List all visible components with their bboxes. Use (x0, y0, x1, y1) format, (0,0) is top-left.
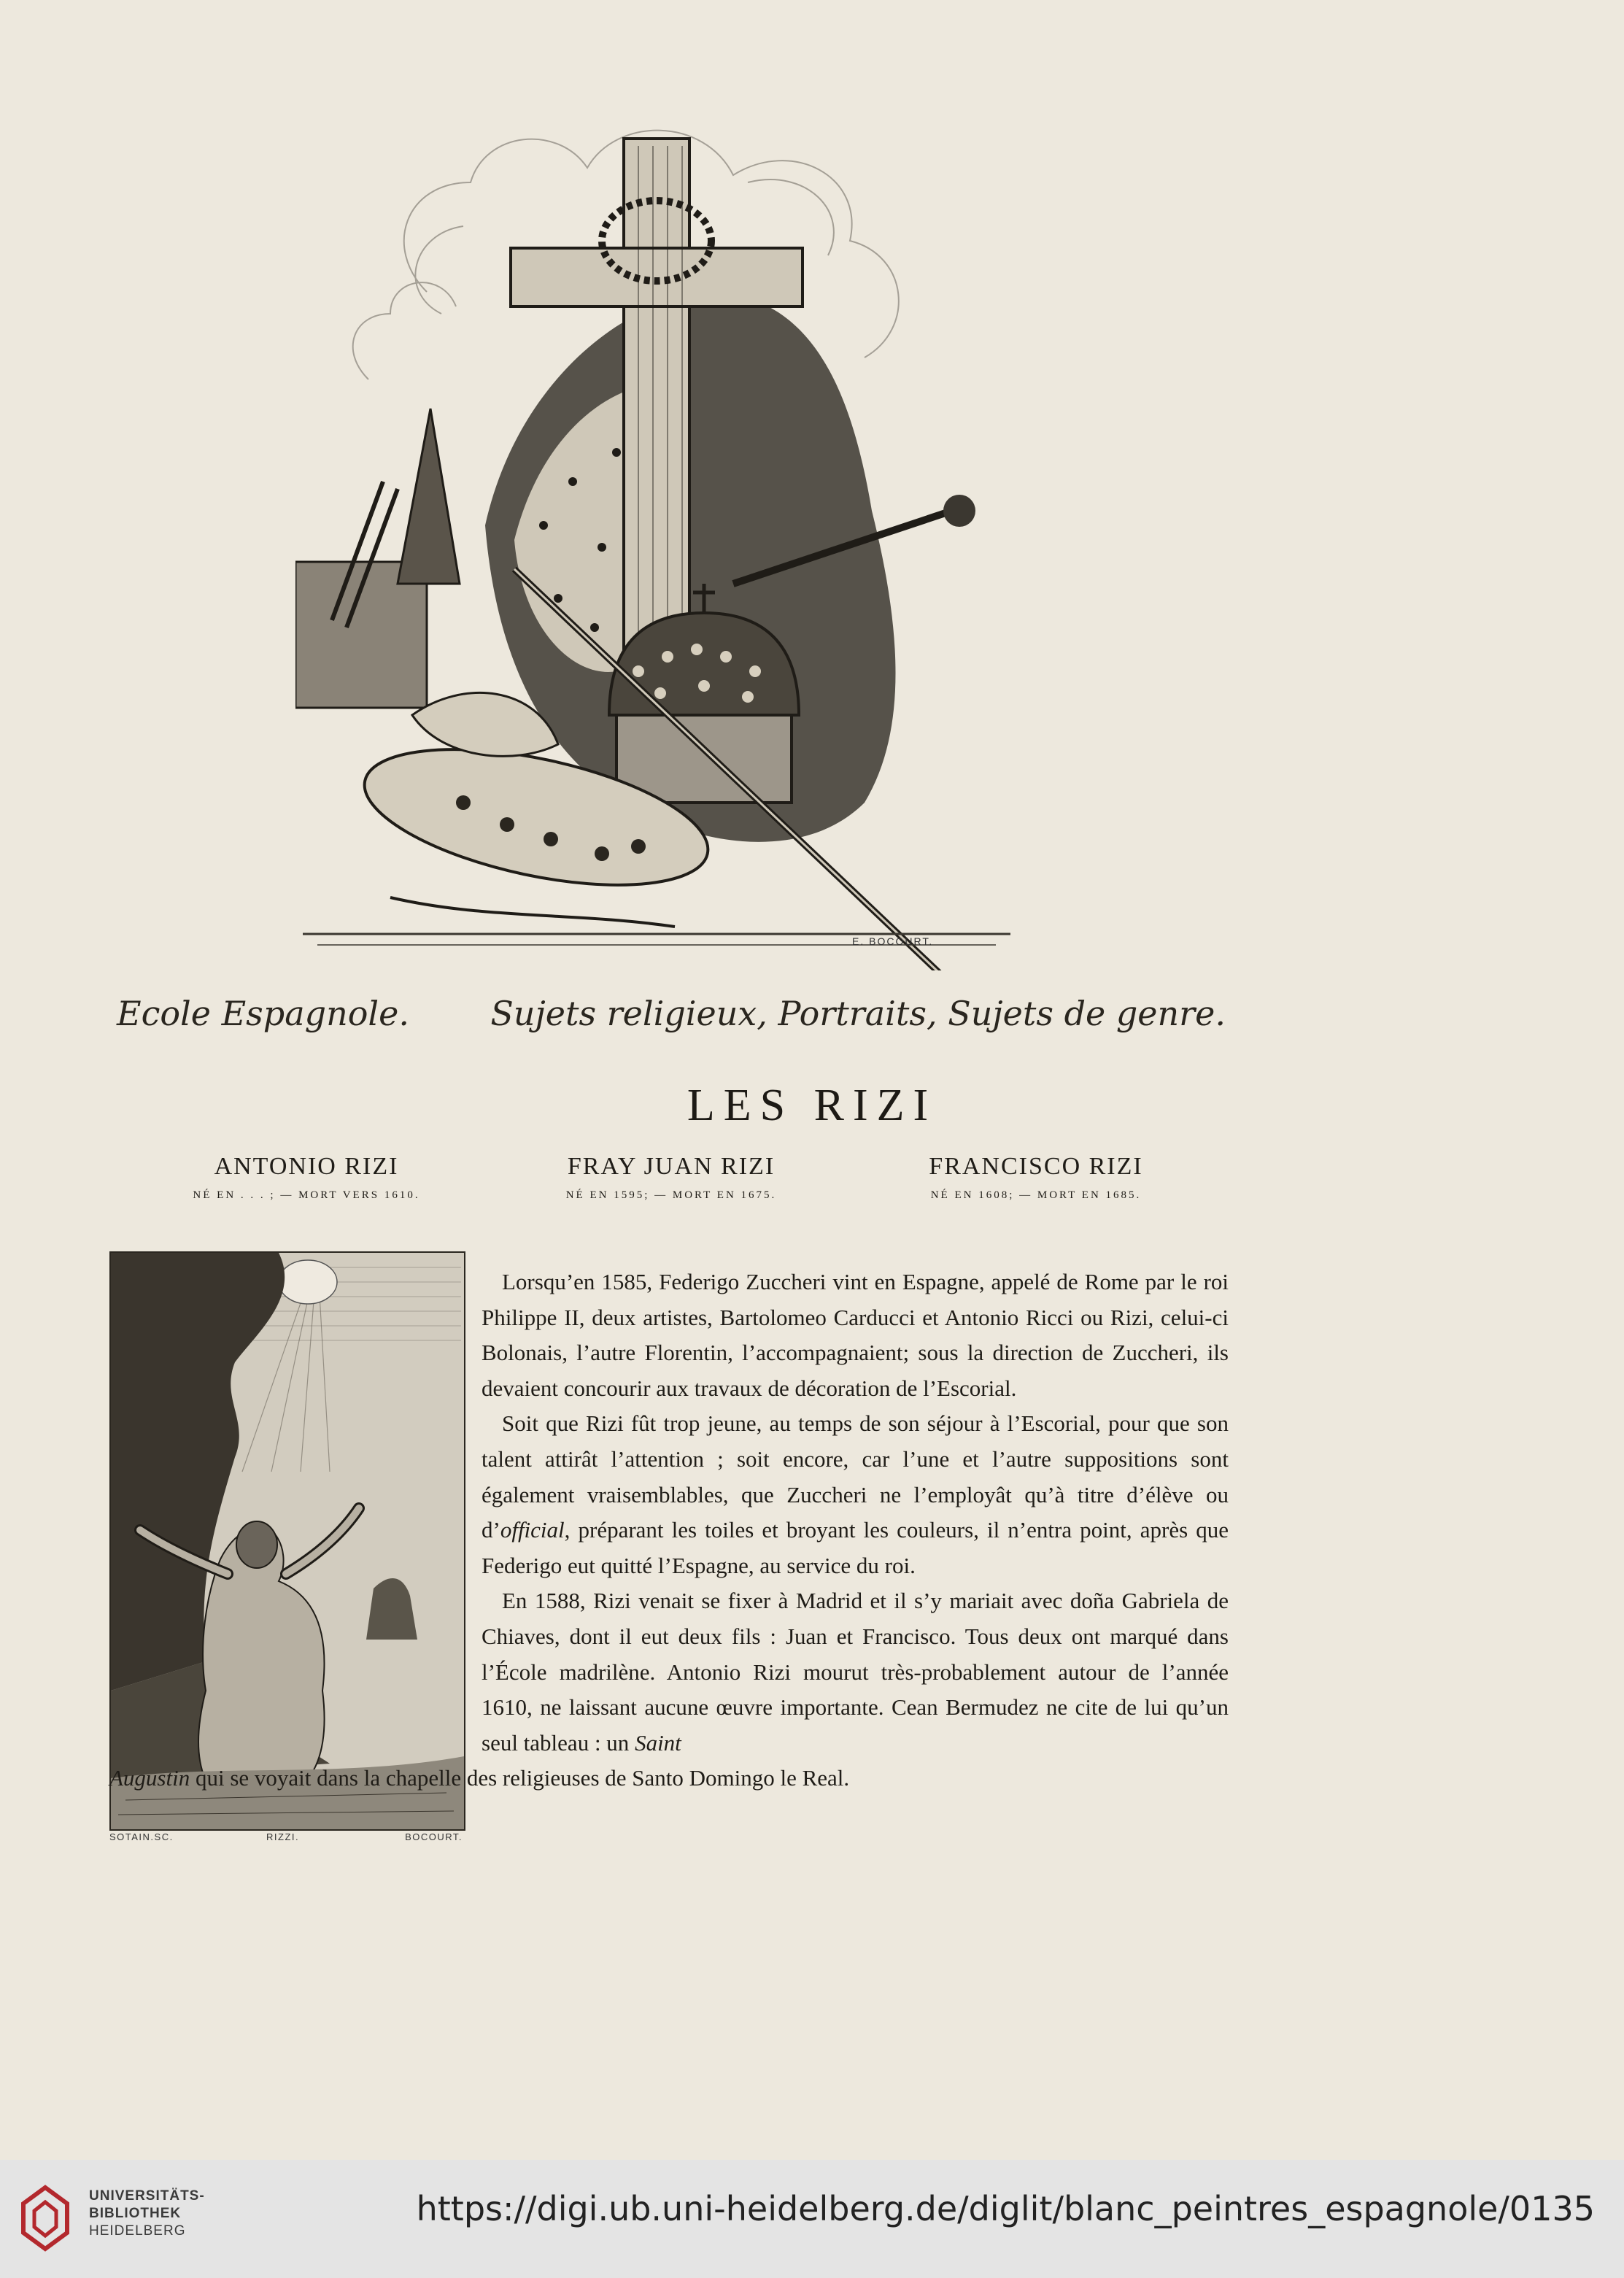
university-library-logo-icon[interactable] (16, 2182, 82, 2255)
praying-monk-engraving (111, 1253, 464, 1829)
painter-name: FRAY JUAN RIZI (567, 1153, 776, 1180)
subjects-heading: Sujets religieux, Portraits, Sujets de genre. (490, 994, 1226, 1033)
paragraph-3-continuation (109, 1761, 1229, 1796)
paragraph-2-text-b: , préparant les toiles et broyant les couleurs, il n’entra point, après que Federigo eut quitté l’Espagne, au service du roi. (482, 1517, 1229, 1578)
headpiece-vignette (295, 73, 1018, 970)
painter-juan (496, 1153, 846, 1202)
paragraph-1 (482, 1265, 1229, 1406)
library-footer (0, 2160, 1624, 2278)
painter-name: FRANCISCO RIZI (929, 1153, 1143, 1180)
painter-francisco (861, 1153, 1211, 1202)
page-url-link[interactable]: https://digi.ub.uni-heidelberg.de/diglit/blanc_peintres_espagnole/0135 (416, 2189, 1595, 2228)
library-name[interactable] (89, 2188, 205, 2240)
painter-dates: NÉ EN . . . ; — MORT VERS 1610. (193, 1189, 420, 1201)
painter-antonio (131, 1153, 482, 1202)
paragraph-3-italic: Saint (635, 1729, 681, 1756)
paragraph-3 (482, 1583, 1229, 1761)
plate-credit-engraver: SOTAIN.SC. (109, 1831, 174, 1842)
paragraph-3-text-b: qui se voyait dans la chapelle des religieuses de Santo Domingo le Real. (190, 1765, 850, 1791)
school-subjects-line (117, 994, 1226, 1052)
engraving-plate (109, 1251, 465, 1831)
page-title: LES RIZI (687, 1081, 937, 1130)
painters-row (131, 1153, 1211, 1219)
plate-credits (109, 1831, 463, 1846)
paragraph-3-italic-2: Augustin (109, 1765, 190, 1791)
library-name-line-1: UNIVERSITÄTS- (89, 2188, 205, 2204)
plate-credit-draftsman: BOCOURT. (405, 1831, 463, 1842)
paragraph-3-text-a: En 1588, Rizi venait se fixer à Madrid et il s’y mariait avec doña Gabriela de Chiaves, dont il eut deux fils : Juan et Francisco. Tous deux ont marqué dans l’École madrilène. Antonio Rizi mourut très-probablement autour de l’année 1610, ne laissant aucune œuvre importante. Cean Bermudez ne cite de lui qu’un seul tableau : un (482, 1588, 1229, 1756)
paragraph-2 (482, 1406, 1229, 1583)
paragraph-1-text: Lorsqu’en 1585, Federigo Zuccheri vint en Espagne, appelé de Rome par le roi Philippe II, deux artistes, Bartolomeo Carducci et Antonio Ricci ou Rizi, celui-ci Bolonais, l’autre Florentin, l’accompagnaient; sous la direction de Zuccheri, ils devaient concourir aux travaux de décoration de l’Escorial. (482, 1269, 1229, 1401)
plate-credit-painter: RIZZI. (266, 1831, 300, 1842)
painter-name: ANTONIO RIZI (214, 1153, 399, 1180)
paragraph-2-text-a: Soit que Rizi fût trop jeune, au temps de son séjour à l’Escorial, pour que son talent attirât l’attention ; soit encore, car l’une et l’autre suppositions sont également vraisemblables, que Zuccheri ne l’employât qu’à titre d’élève ou d’ (482, 1410, 1229, 1543)
library-name-line-2: BIBLIOTHEK (89, 2206, 182, 2221)
paragraph-2-italic: official (500, 1517, 565, 1543)
body-text (109, 1265, 1229, 1796)
library-name-line-3: HEIDELBERG (89, 2223, 186, 2239)
vignette-engraving (295, 73, 1018, 970)
painter-dates: NÉ EN 1595; — MORT EN 1675. (565, 1189, 777, 1201)
painter-dates: NÉ EN 1608; — MORT EN 1685. (930, 1189, 1142, 1201)
vignette-signature: E. BOCOURT. (852, 935, 934, 947)
school-heading: Ecole Espagnole. (117, 994, 409, 1033)
